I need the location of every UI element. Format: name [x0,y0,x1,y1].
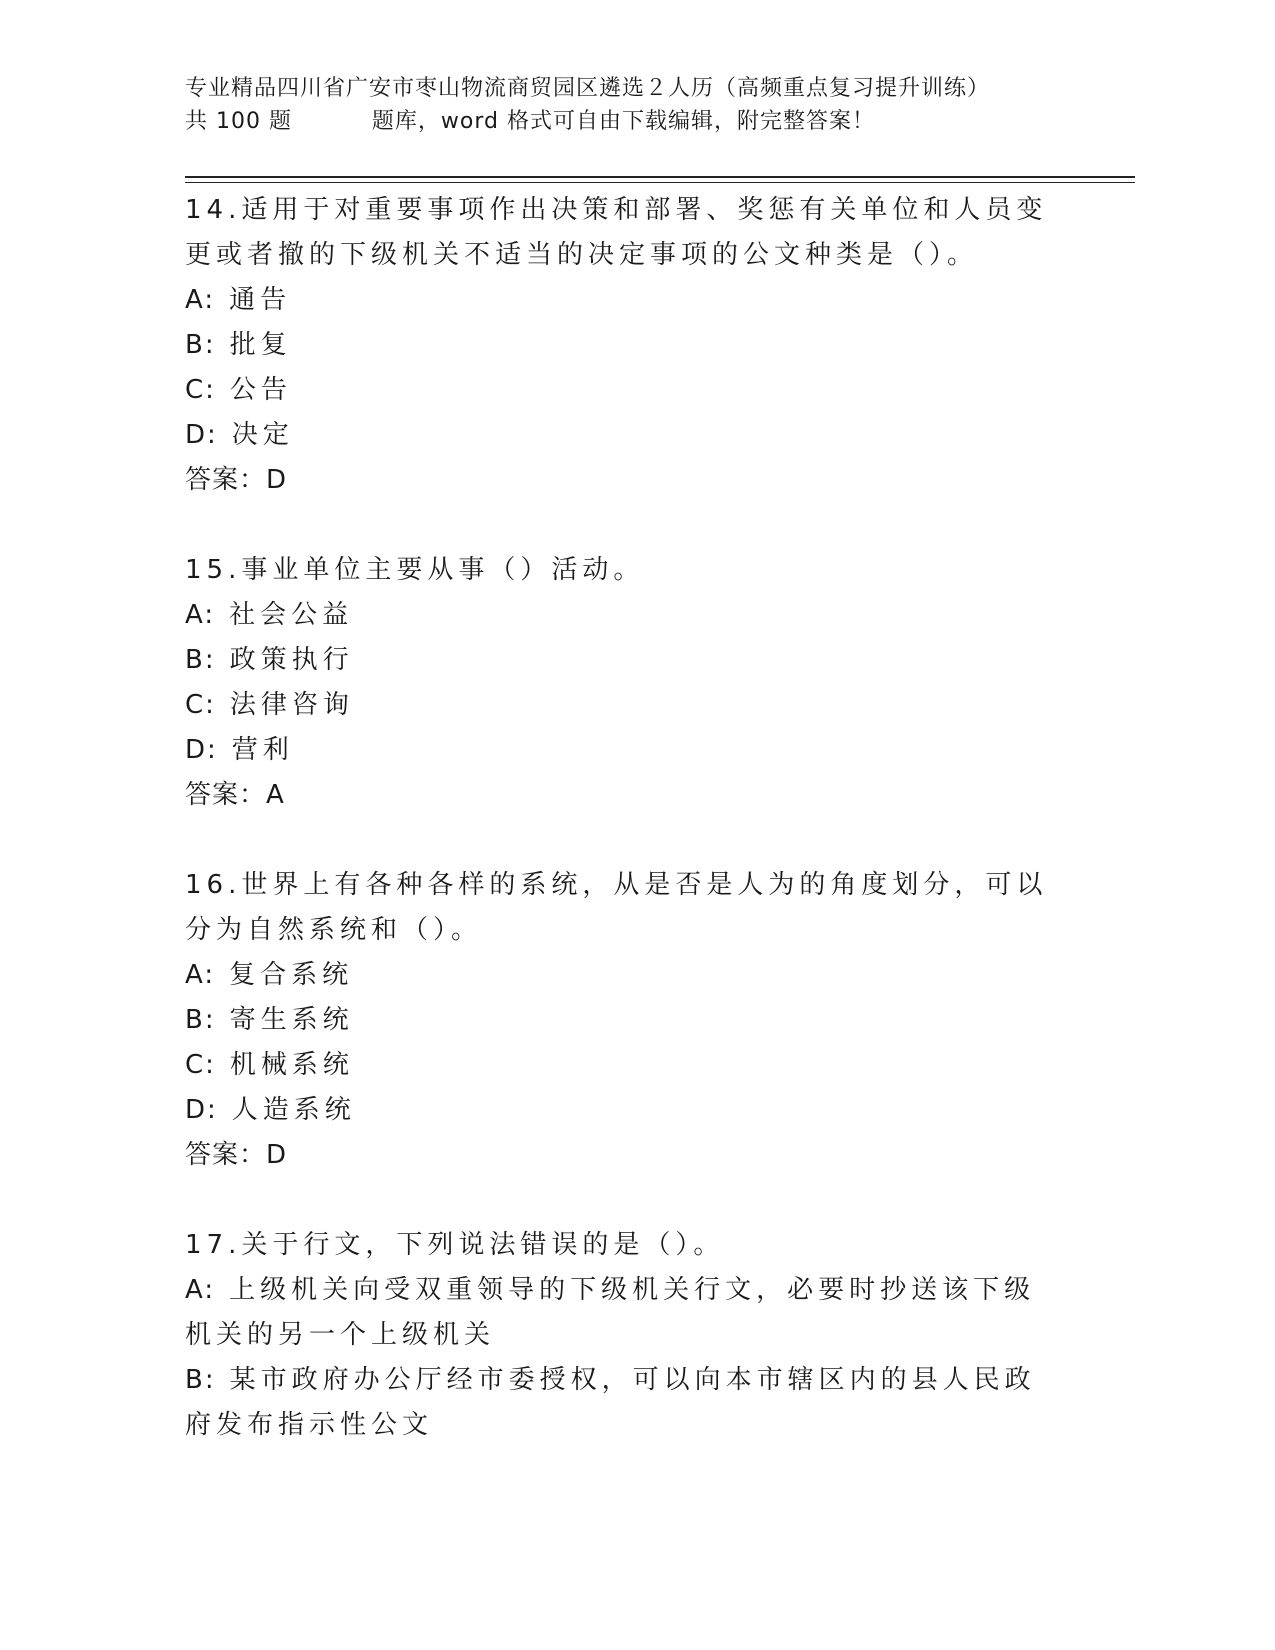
answer-text: 答案：D [185,465,288,495]
option-a [185,593,1065,638]
option-a [185,278,1065,323]
spacer [185,818,1065,863]
answer-text: 答案：D [185,1140,288,1170]
option-letter: B: [185,1005,216,1035]
spacer [185,1178,1065,1223]
answer-text: 答案：A [185,780,285,810]
question-16 [185,863,1065,1178]
option-text: 政策执行 [229,645,354,675]
option-text: 人造系统 [231,1095,356,1125]
header-title: 专业精品四川省广安市枣山物流商贸园区遴选２人历（高频重点复习提升训练） [185,76,991,101]
option-text: 决定 [231,420,294,450]
option-letter: A: [185,600,216,630]
option-text: 公告 [229,375,292,405]
question-text: 17.关于行文，下列说法错误的是（）。 [185,1230,725,1260]
question-17 [185,1223,1065,1448]
option-text: 复合系统 [229,960,354,990]
question-15 [185,548,1065,818]
option-text: 上级机关向受双重领导的下级机关行文，必要时抄送该下级机关的另一个上级机关 [185,1275,1036,1350]
option-letter: D: [185,420,218,450]
option-text: 机械系统 [229,1050,354,1080]
option-text: 某市政府办公厅经市委授权，可以向本市辖区内的县人民政府发布指示性公文 [185,1365,1036,1440]
document-header [185,72,1085,138]
question-text: 15.事业单位主要从事（）活动。 [185,555,645,585]
header-subtitle: 共 100 题 题库，word 格式可自由下载编辑，附完整答案！ [185,109,875,134]
option-letter: D: [185,1095,218,1125]
option-d [185,413,1065,458]
option-text: 寄生系统 [229,1005,354,1035]
option-letter: C: [185,1050,216,1080]
option-d [185,728,1065,773]
header-divider-thin [185,182,1135,183]
option-c [185,683,1065,728]
question-text: 14.适用于对重要事项作出决策和部署、奖惩有关单位和人员变更或者撤的下级机关不适当的决定事项的公文种类是（）。 [185,195,1048,270]
option-letter: A: [185,1275,216,1305]
spacer [185,503,1065,548]
option-text: 社会公益 [229,600,354,630]
question-text: 16.世界上有各种各样的系统，从是否是人为的角度划分，可以分为自然系统和（）。 [185,870,1048,945]
header-divider-thick [185,176,1135,178]
option-b [185,1358,1065,1448]
question-14 [185,188,1065,503]
option-letter: B: [185,1365,216,1395]
option-letter: B: [185,645,216,675]
option-d [185,1088,1065,1133]
option-text: 法律咨询 [229,690,354,720]
option-a [185,1268,1065,1358]
option-letter: A: [185,960,216,990]
option-letter: C: [185,690,216,720]
option-c [185,368,1065,413]
option-b [185,638,1065,683]
option-text: 批复 [229,330,292,360]
option-b [185,998,1065,1043]
option-b [185,323,1065,368]
option-letter: A: [185,285,216,315]
option-text: 通告 [229,285,292,315]
option-letter: C: [185,375,216,405]
option-a [185,953,1065,998]
option-text: 营利 [231,735,294,765]
option-letter: D: [185,735,218,765]
option-c [185,1043,1065,1088]
question-list [185,188,1065,1448]
option-letter: B: [185,330,216,360]
